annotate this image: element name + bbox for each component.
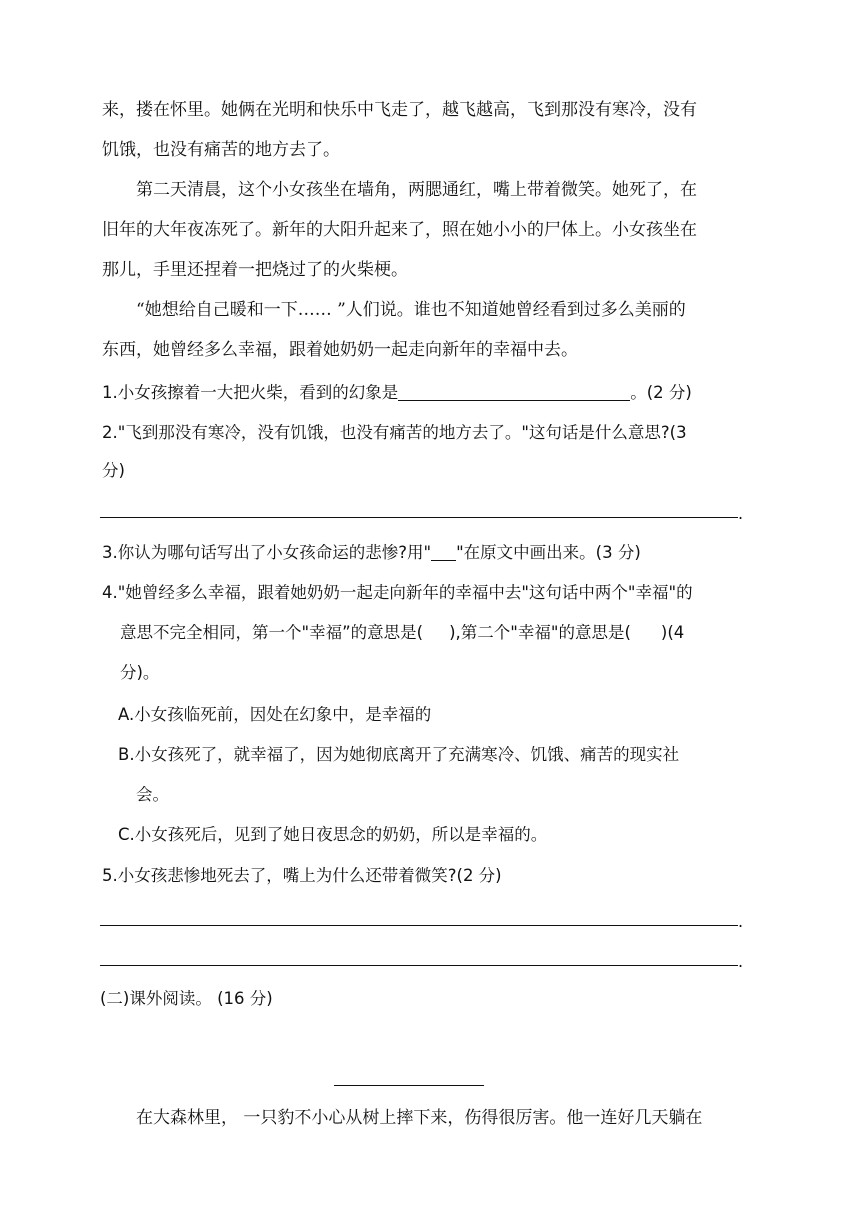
answer-line[interactable] bbox=[100, 925, 738, 926]
question-1 bbox=[102, 381, 692, 405]
underline-sample bbox=[431, 542, 456, 561]
question-3 bbox=[102, 541, 641, 565]
answer-blank[interactable] bbox=[398, 382, 630, 401]
passage-line: 在大森林里， 一只豹不小心从树上摔下来，伤得很厉害。他一连好几天躺在 bbox=[136, 1108, 703, 1128]
passage-line: “她想给自己暖和一下…… ”人们说。谁也不知道她曾经看到过多么美丽的 bbox=[136, 300, 686, 320]
question-4-text: 意思不完全相同，第一个"幸福”的意思是( bbox=[120, 623, 424, 642]
passage-line: 来，搂在怀里。她俩在光明和快乐中飞走了，越飞越高，飞到那没有寒冷，没有 bbox=[102, 100, 697, 120]
question-4-line bbox=[120, 621, 684, 645]
question-4-line: 分)。 bbox=[120, 663, 160, 682]
question-2-line: 分) bbox=[102, 461, 125, 480]
question-3-text: 3.你认为哪句话写出了小女孩命运的悲惨?用" bbox=[102, 543, 432, 562]
question-2-line: 2."飞到那没有寒冷，没有饥饿，也没有痛苦的地方去了。"这句话是什么意思?(3 bbox=[102, 423, 687, 442]
option-c: C.小女孩死后，见到了她日夜思念的奶奶，所以是幸福的。 bbox=[118, 825, 548, 844]
section-heading: (二)课外阅读。 (16 分) bbox=[100, 989, 273, 1008]
question-4-line: 4."她曾经多么幸福，跟着她奶奶一起走向新年的幸福中去"这句话中两个"幸福"的 bbox=[102, 583, 693, 602]
passage-line: 东西，她曾经多么幸福，跟着她奶奶一起走向新年的幸福中去。 bbox=[102, 340, 578, 360]
passage-line: 饥饿，也没有痛苦的地方去了。 bbox=[102, 140, 340, 160]
option-b: B.小女孩死了，就幸福了，因为她彻底离开了充满寒冷、饥饿、痛苦的现实社 bbox=[118, 745, 680, 764]
answer-line[interactable] bbox=[100, 517, 738, 518]
answer-line-period: . bbox=[738, 504, 744, 523]
passage-line: 旧年的大年夜冻死了。新年的大阳升起来了，照在她小小的尸体上。小女孩坐在 bbox=[102, 220, 697, 240]
question-1-score: 。(2 分) bbox=[630, 383, 692, 402]
question-4-score: )(4 bbox=[660, 623, 685, 642]
option-b-cont: 会。 bbox=[136, 785, 169, 804]
answer-line-period: . bbox=[738, 952, 744, 971]
answer-line-period: . bbox=[738, 912, 744, 931]
passage-line: 第二天清晨，这个小女孩坐在墙角，两腮通红，嘴上带着微笑。她死了，在 bbox=[136, 180, 697, 200]
title-blank-line[interactable] bbox=[334, 1085, 484, 1086]
answer-line[interactable] bbox=[100, 965, 738, 966]
question-3-text-end: "在原文中画出来。(3 分) bbox=[456, 543, 641, 562]
option-a: A.小女孩临死前，因处在幻象中，是幸福的 bbox=[118, 705, 432, 724]
question-1-text: 1.小女孩擦着一大把火柴，看到的幻象是 bbox=[102, 383, 399, 402]
question-5: 5.小女孩悲惨地死去了，嘴上为什么还带着微笑?(2 分) bbox=[102, 866, 502, 885]
question-4-text: ),第二个"幸福"的意思是( bbox=[449, 623, 631, 642]
passage-line: 那儿，手里还捏着一把烧过了的火柴梗。 bbox=[102, 260, 408, 280]
